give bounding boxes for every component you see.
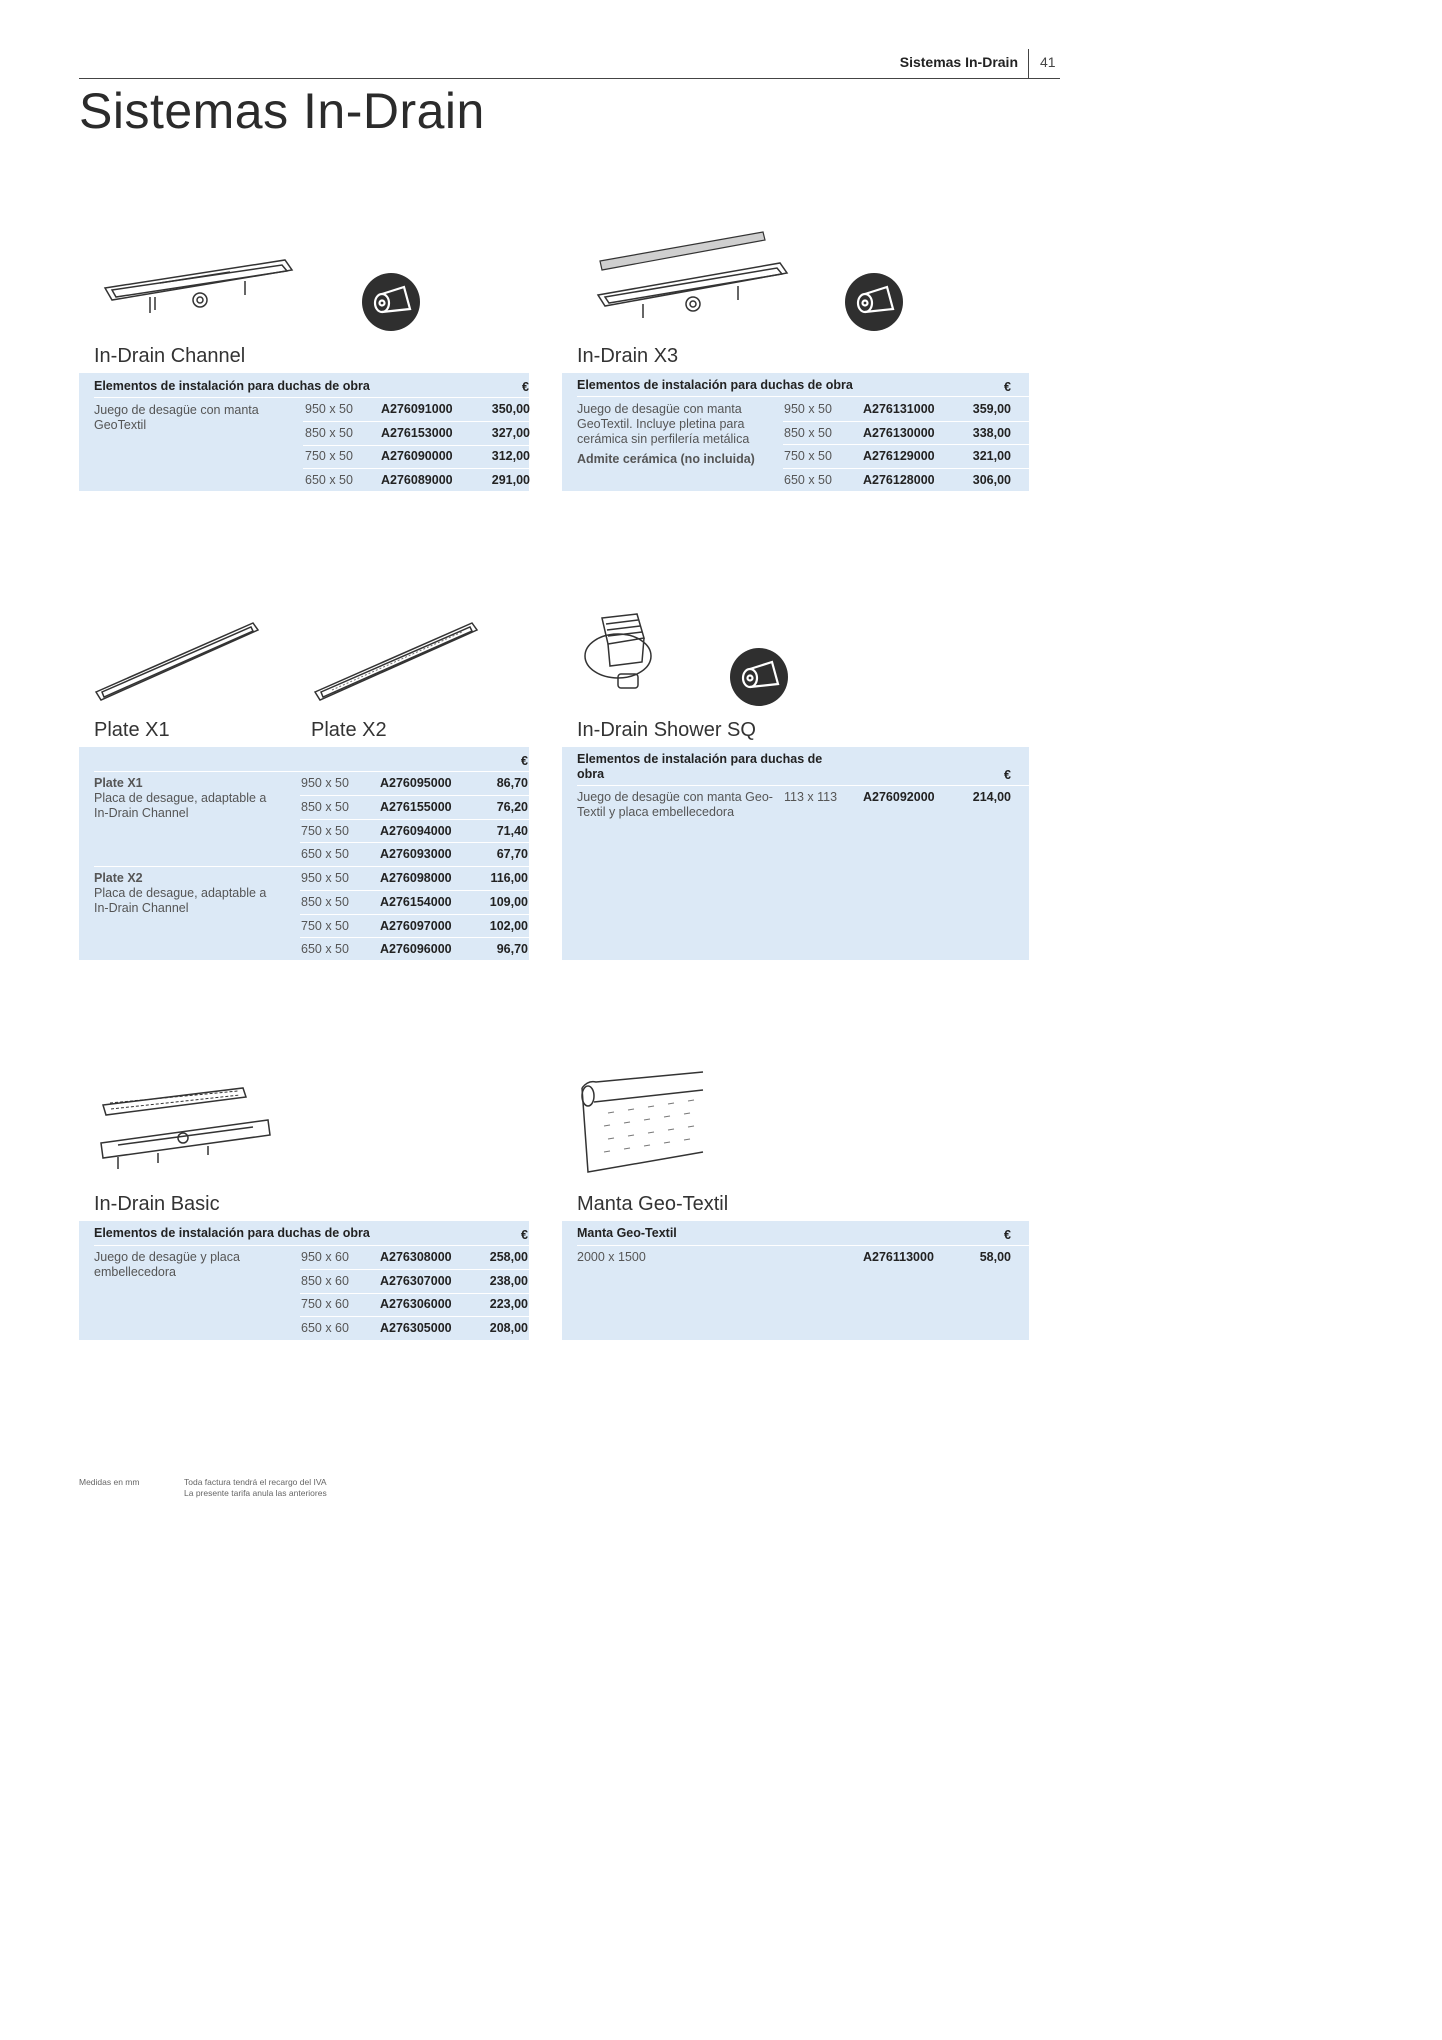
currency-label: € (1004, 1228, 1011, 1242)
header-rule (79, 78, 1060, 79)
footer-note-tariff: La presente tarifa anula las anteriores (184, 1488, 327, 1498)
table-header: Elementos de instalación para duchas de obra (94, 379, 370, 393)
product-title-shower-sq: In-Drain Shower SQ (577, 719, 756, 741)
table-header: Manta Geo-Textil (577, 1226, 677, 1240)
price-table-geotextil: Manta Geo-Textil € 2000 x 1500 A276113000 58,00 (562, 1221, 1029, 1340)
currency-label: € (1004, 768, 1011, 782)
currency-label: € (521, 1228, 528, 1242)
plate-x1-name: Plate X1 (94, 776, 143, 790)
product-description: Juego de desagüe con manta GeoTextil (94, 403, 259, 432)
plate-x1-description: Placa de desague, adaptable a In-Drain Channel (94, 791, 267, 820)
currency-label: € (522, 380, 529, 394)
price-table-basic: Elementos de instalación para duchas de obra € Juego de desagüe y placa embellecedora 950 x 60 A276308000 258,00 850 x 60 A276307000 238,00 750 x 60 A276306000 223,00 650 x 60 A276305000 208,00 (79, 1221, 529, 1340)
in-drain-basic-image (98, 1083, 278, 1173)
page-title: Sistemas In-Drain (79, 83, 485, 139)
product-title-plate-x1: Plate X1 (94, 719, 170, 741)
plate-x2-description: Placa de desague, adaptable a In-Drain Channel (94, 886, 267, 915)
geotextile-roll-icon (845, 273, 903, 331)
geotextil-sheet-image (578, 1068, 708, 1178)
table-header: Elementos de instalación para duchas de obra (577, 752, 823, 781)
price-table-shower-sq: Elementos de instalación para duchas de obra € Juego de desagüe con manta Geo-Textil y placa embellecedora 113 x 113 A276092000 214,00 (562, 747, 1029, 960)
product-note: Admite cerámica (no incluida) (577, 452, 755, 466)
currency-label: € (521, 754, 528, 768)
product-description: Juego de desagüe y placa embellecedora (94, 1250, 240, 1279)
geotextile-roll-icon (362, 273, 420, 331)
product-title-geotextil: Manta Geo-Textil (577, 1193, 729, 1215)
product-title-x3: In-Drain X3 (577, 345, 679, 367)
table-header: Elementos de instalación para duchas de obra (94, 1226, 370, 1240)
in-drain-x3-image (595, 228, 795, 323)
plate-x2-image (312, 620, 482, 705)
currency-label: € (1004, 380, 1011, 394)
header-separator (1028, 49, 1029, 79)
product-title-channel: In-Drain Channel (94, 345, 246, 367)
product-description: Juego de desagüe con manta Geo-Textil y placa embellecedora (577, 790, 773, 819)
geotextile-roll-icon (730, 648, 788, 706)
shower-sq-image (582, 610, 662, 700)
plate-x2-name: Plate X2 (94, 871, 143, 885)
footer-note-vat: Toda factura tendrá el recargo del IVA (184, 1477, 327, 1487)
plate-x1-image (93, 620, 263, 705)
page-number: 41 (1040, 54, 1056, 70)
price-table-channel: Elementos de instalación para duchas de obra € Juego de desagüe con manta GeoTextil 950 x 50 A276091000 350,00 850 x 50 A276153000 327,00 750 x 50 A276090000 312,00 650 x 50 A276089000 291,00 (79, 373, 529, 491)
footer-units: Medidas en mm (79, 1477, 140, 1487)
table-header: Elementos de instalación para duchas de obra (577, 378, 853, 392)
price-table-plates: € Plate X1 Placa de desague, adaptable a In-Drain Channel 950 x 50 A276095000 86,70 850 x 50 A276155000 76,20 750 x 50 A276094000 71,40 650 x 50 A276093000 67,70 Plate X2 Placa de desague, adaptable a In-Drain Channel 950 x 50 A276098000 116,00 850 x 50 A276154000 109,00 750 x 50 A276097000 102,00 650 x 50 A276096000 96,70 (79, 747, 529, 960)
product-title-plate-x2: Plate X2 (311, 719, 387, 741)
running-header: Sistemas In-Drain (899, 54, 1018, 70)
in-drain-channel-image (100, 255, 300, 325)
price-table-x3: Elementos de instalación para duchas de obra € Juego de desagüe con manta GeoTextil. Incluye pletina para cerámica sin perfilería metálica Admite cerámica (no incluida) 950 x 50 A276131000 359,00 850 x 50 A276130000 338,00 750 x 50 A276129000 321,00 650 x 50 A276128000 306,00 (562, 373, 1029, 491)
product-description: Juego de desagüe con manta GeoTextil. Incluye pletina para cerámica sin perfilería metálica (577, 402, 750, 446)
product-title-basic: In-Drain Basic (94, 1193, 220, 1215)
